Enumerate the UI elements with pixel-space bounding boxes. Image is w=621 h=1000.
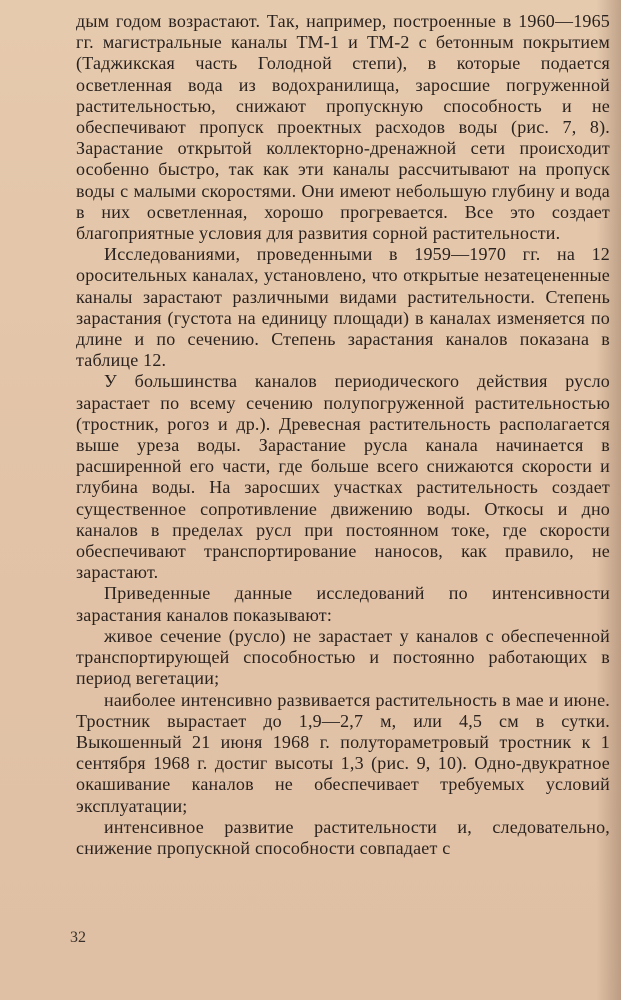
finding-item-1: живое сечение (русло) не зарастает у каналов с обеспеченной транспортирующей способностью и постоянно работающих в период вегетации; bbox=[76, 625, 610, 689]
finding-item-3: интенсивное развитие растительности и, следовательно, снижение пропускной способности совпадает с bbox=[76, 816, 610, 858]
page-number: 32 bbox=[70, 929, 86, 946]
paragraph-research-1959-1970: Исследованиями, проведенными в 1959—1970 гг. на 12 оросительных каналах, установлено, что открытые незатецененные каналы зарастают различными видами растительности. Степень зарастания (густота на единицу площади) в каналах изменяется по длине и по сечению. Степень зарастания каналов показана в таблице 12. bbox=[76, 244, 610, 371]
finding-item-2: наиболее интенсивно развивается растительность в мае и июне. Тростник вырастает до 1,9—2,7 м, или 4,5 см в сутки. Выкошенный 21 июня 1968 г. полутораметровый тростник к 1 сентября 1968 г. достиг высоты 1,3 (рис. 9, 10). Одно-двукратное окашивание каналов не обеспечивает требуемых условий эксплуатации; bbox=[76, 689, 610, 816]
paragraph-findings-intro: Приведенные данные исследований по интенсивности зарастания каналов показывают: bbox=[76, 583, 610, 625]
body-text bbox=[76, 11, 610, 859]
paragraph-continuation: дым годом возрастают. Так, например, построенные в 1960—1965 гг. магистральные каналы ТМ-1 и ТМ-2 с бетонным покрытием (Таджикская часть Голодной степи), в которые подается осветленная вода из водохранилища, заросшие погруженной растительностью, снижают пропускную способность и не обеспечивают пропуск проектных расходов воды (рис. 7, 8). Зарастание открытой коллекторно-дренажной сети происходит особенно быстро, так как эти каналы рассчитывают на пропуск воды с малыми скоростями. Они имеют небольшую глубину и вода в них осветленная, хорошо прогревается. Все это создает благоприятные условия для развития сорной растительности. bbox=[76, 11, 610, 244]
paragraph-periodic-channels: У большинства каналов периодического действия русло зарастает по всему сечению полупогруженной растительностью (тростник, рогоз и др.). Древесная растительность располагается выше уреза воды. Зарастание русла канала начинается в расширенной его части, где больше всего снижаются скорости и глубина воды. На заросших участках растительность создает существенное сопротивление движению воды. Откосы и дно каналов в пределах русл при постоянном токе, где скорости обеспечивают транспортирование наносов, как правило, не зарастают. bbox=[76, 371, 610, 583]
